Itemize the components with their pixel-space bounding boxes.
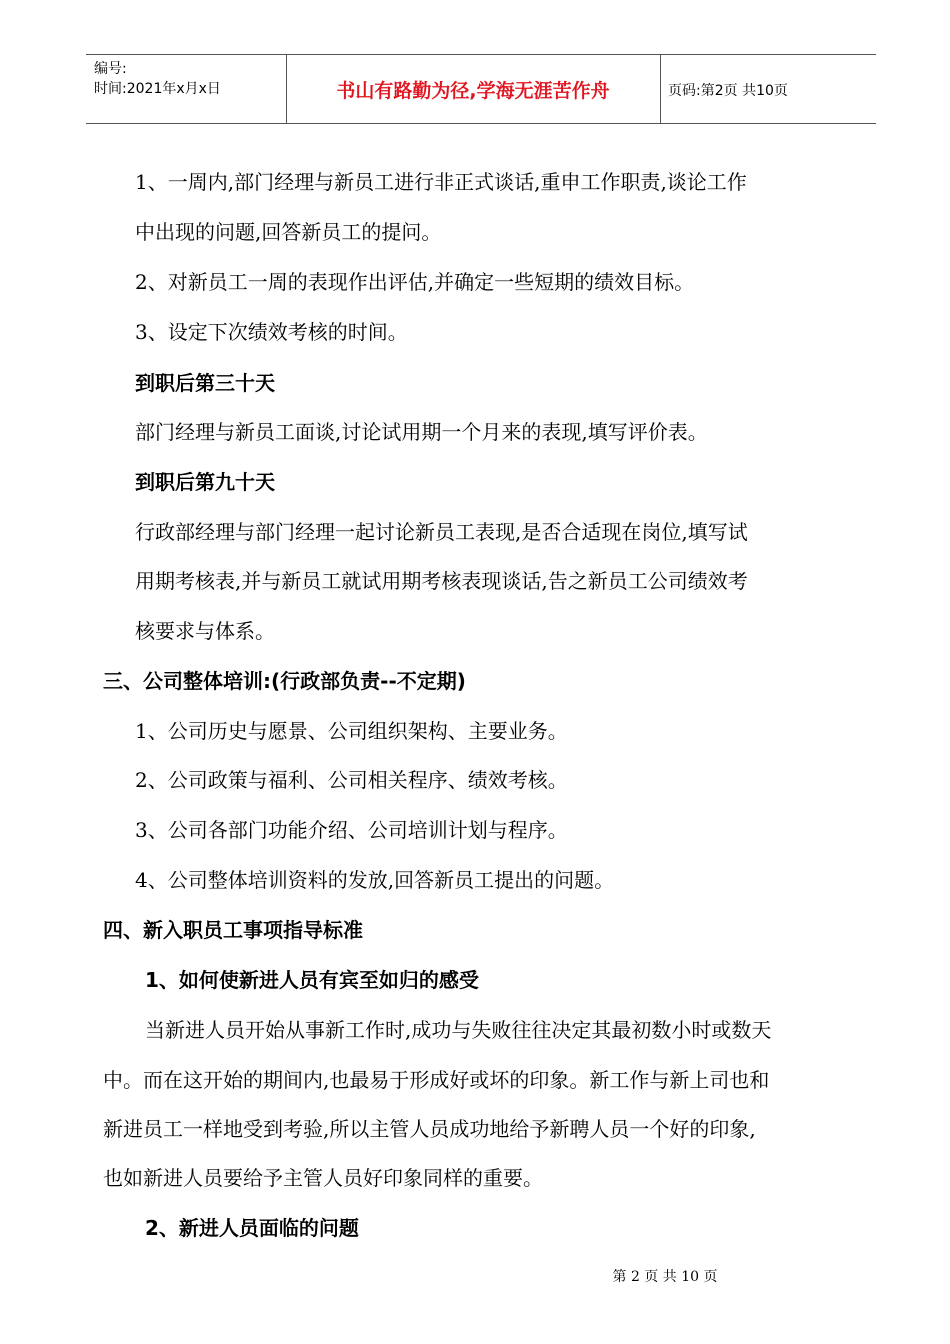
subheading: 1、如何使新进人员有宾至如归的感受 [145,968,479,992]
body-line: 1、一周内,部门经理与新员工进行非正式谈话,重申工作职责,谈论工作 [135,170,747,194]
body-line: 也如新进人员要给予主管人员好印象同样的重要。 [103,1166,543,1190]
number-label: 编号: [94,61,127,77]
subheading: 到职后第三十天 [135,371,275,395]
body-line: 用期考核表,并与新员工就试用期考核表现谈话,告之新员工公司绩效考 [135,569,748,593]
list-item: 4、公司整体培训资料的发放,回答新员工提出的问题。 [135,868,615,892]
body-line: 中出现的问题,回答新员工的提问。 [135,220,442,244]
subheading: 2、新进人员面临的问题 [145,1216,359,1240]
body-line: 中。而在这开始的期间内,也最易于形成好或坏的印象。新工作与新上司也和 [103,1068,770,1092]
list-item: 1、公司历史与愿景、公司组织架构、主要业务。 [135,719,568,743]
time-label: 时间:2021年x月x日 [94,81,221,97]
body-line: 核要求与体系。 [135,619,275,643]
page-header [86,54,876,124]
header-motto: 书山有路勤为径,学海无涯苦作舟 [336,80,610,102]
body-line: 3、设定下次绩效考核的时间。 [135,320,408,344]
body-line: 新进员工一样地受到考验,所以主管人员成功地给予新聘人员一个好的印象, [103,1117,756,1141]
body-line: 2、对新员工一周的表现作出评估,并确定一些短期的绩效目标。 [135,270,695,294]
body-line: 当新进人员开始从事新工作时,成功与失败往往决定其最初数小时或数天 [145,1018,772,1042]
page-footer: 第 2 页 共 10 页 [612,1269,718,1285]
list-item: 3、公司各部门功能介绍、公司培训计划与程序。 [135,818,568,842]
section-heading: 四、新入职员工事项指导标准 [103,918,363,942]
body-line: 行政部经理与部门经理一起讨论新员工表现,是否合适现在岗位,填写试 [135,520,748,544]
header-meta [94,59,221,99]
body-line: 部门经理与新员工面谈,讨论试用期一个月来的表现,填写评价表。 [135,420,708,444]
subheading: 到职后第九十天 [135,470,275,494]
header-page-label: 页码:第2页 共10页 [668,83,788,99]
header-divider [660,55,661,123]
section-heading: 三、公司整体培训:(行政部负责--不定期) [103,669,466,693]
list-item: 2、公司政策与福利、公司相关程序、绩效考核。 [135,768,568,792]
